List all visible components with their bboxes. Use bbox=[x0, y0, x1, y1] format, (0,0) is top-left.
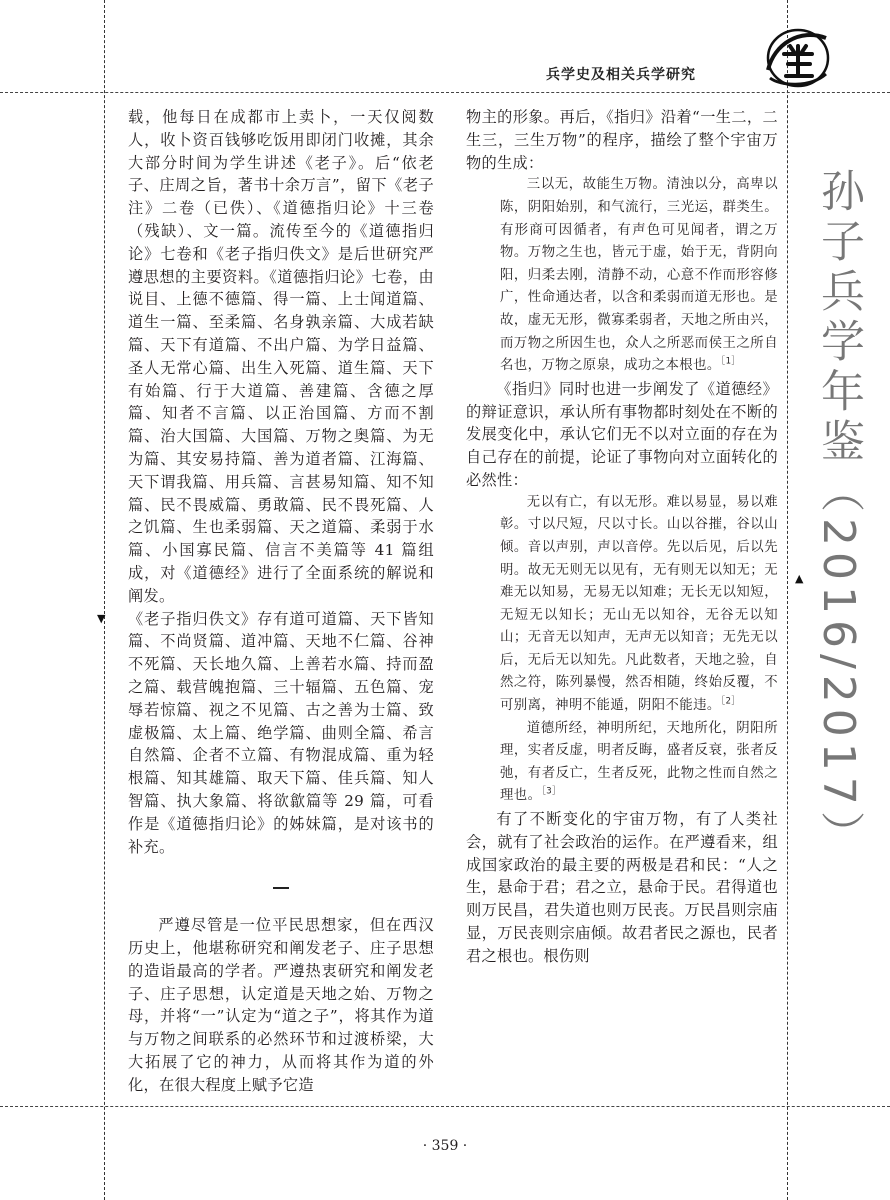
right-paragraph-1: 物主的形象。再后，《指归》沿着“一生二，二生三，三生万物”的程序，描绘了整个宇宙万物的生成： bbox=[466, 108, 778, 172]
seal-logo-icon bbox=[760, 24, 832, 90]
section-mark bbox=[128, 858, 434, 914]
quote-1-text: 三以无，故能生万物。清浊以分，高卑以陈，阴阳始别，和气流行，三光运，群类生。有形商可因循者，有声色可见闻者，谓之万物。万物之生也，皆元于虚，始于无，背阴向阳，归柔去刚，清静不动，心意不作而形容修广，性命通达者，以含和柔弱而道无形也。是故，虚无无形，微寡柔弱者，天地之所由兴，而万物之所因生也，众人之所恶而侯王之所自名也，万物之原泉，成功之本根也。 bbox=[500, 177, 778, 374]
left-column bbox=[128, 106, 434, 1097]
crop-guide-right bbox=[787, 0, 788, 1200]
left-paragraph-2: 《老子指归佚文》存有道可道篇、天下皆知篇、不尚贤篇、道冲篇、天地不仁篇、谷神不死篇、天长地久篇、上善若水篇、持而盈之篇、载营魄抱篇、三十辐篇、五色篇、宠辱若惊篇、视之不见篇、古之善为士篇、致虚极篇、太上篇、绝学篇、曲则全篇、希言自然篇、企者不立篇、有物混成篇、重为轻根篇、知其雄篇、取天下篇、佳兵篇、知人智篇、执大象篇、将欲歙篇等 29 篇，可看作是《道德指归论》的姊妹篇，是对该书的补充。 bbox=[128, 609, 434, 856]
running-head: 兵学史及相关兵学研究 bbox=[546, 67, 696, 83]
block-quote-3 bbox=[466, 718, 778, 808]
side-title: 孙子兵学年鉴（2016/2017） bbox=[813, 168, 864, 861]
triangle-down-icon: ▼ bbox=[97, 612, 106, 625]
right-paragraph-2: 《指归》同时也进一步阐发了《道德经》的辩证意识，承认所有事物都时刻处在不断的发展变化中，承认它们无不以对立面的存在为自己存在的前提，论证了事物向对立面转化的必然性： bbox=[466, 379, 778, 489]
header-rule bbox=[0, 92, 890, 93]
left-paragraph-3: 严遵尽管是一位平民思想家，但在西汉历史上，他堪称研究和阐发老子、庄子思想的造诣最高的学者。严遵热衷研究和阐发老子、庄子思想，认定道是天地之始、万物之母，并将“一”认定为“道之子”，将其作为道与万物之间联系的必然环节和过渡桥梁，大大拓展了它的神力，从而将其作为道的外化，在很大程度上赋予它造 bbox=[128, 916, 434, 1094]
footnote-ref-1: ［1］ bbox=[720, 356, 741, 367]
footer-rule bbox=[0, 1106, 890, 1107]
quote-2-text: 无以有亡，有以无形。难以易显，易以难彰。寸以尺短，尺以寸长。山以谷摧，谷以山倾。音以声别，声以音停。先以后见，后以先明。故无无则无以见有，无有则无以知无；无难无以知易，无易无以知难；无长无以知短，无短无以知长；无山无以知谷，无谷无以知山；无音无以知声，无声无以知音；无先无以后，无后无以知先。凡此数者，天地之验，自然之符，陈列暴慢，然否相随，终始反覆，不可别离，神明不能遁，阴阳不能违。 bbox=[500, 494, 778, 714]
triangle-up-icon: ▲ bbox=[795, 572, 804, 585]
block-quote-2 bbox=[466, 492, 778, 718]
left-paragraph-1: 载，他每日在成都市上卖卜，一天仅阅数人，收卜资百钱够吃饭用即闭门收摊，其余大部分时间为学生讲述《老子》。后“依老子、庄周之旨，著书十余万言”，留下《老子注》二卷（已佚）、《道德指归论》十三卷（残缺）、文一篇。流传至今的《道德指归论》七卷和《老子指归佚文》是后世研究严遵思想的主要资料。《道德指归论》七卷，由说目、上德不德篇、得一篇、上士闻道篇、道生一篇、至柔篇、名身孰亲篇、大成若缺篇、天下有道篇、不出户篇、为学日益篇、圣人无常心篇、出生入死篇、道生篇、天下有始篇、行于大道篇、善建篇、含德之厚篇、知者不言篇、以正治国篇、方而不割篇、治大国篇、大国篇、万物之奥篇、为无为篇、其安易持篇、善为道者篇、江海篇、天下谓我篇、用兵篇、言甚易知篇、知不知篇、民不畏威篇、勇敢篇、民不畏死篇、人之饥篇、生也柔弱篇、天之道篇、柔弱于水篇、小国寡民篇、信言不美篇等 41 篇组成，对《道德经》进行了全面系统的解说和阐发。 bbox=[128, 108, 434, 605]
page-number: · 359 · bbox=[422, 1138, 468, 1154]
right-paragraph-3: 有了不断变化的宇宙万物，有了人类社会，就有了社会政治的运作。在严遵看来，组成国家政治的最主要的两极是君和民：“人之生，悬命于君；君之立，悬命于民。君得道也则万民昌，君失道也则万民丧。万民昌则宗庙显，万民丧则宗庙倾。故君者民之源也，民者君之根也。根伤则 bbox=[466, 810, 778, 965]
right-column bbox=[466, 106, 778, 968]
section-mark-glyph bbox=[273, 887, 289, 889]
footnote-ref-3: ［3］ bbox=[541, 786, 562, 797]
quote-3-text: 道德所经，神明所纪，天地所化，阴阳所理，实者反虚，明者反晦，盛者反衰，张者反弛，有者反亡，生者反死，此物之性而自然之理也。 bbox=[500, 720, 778, 804]
block-quote-1 bbox=[466, 174, 778, 377]
crop-guide-left bbox=[104, 0, 105, 1200]
footnote-ref-2: ［2］ bbox=[720, 696, 741, 707]
